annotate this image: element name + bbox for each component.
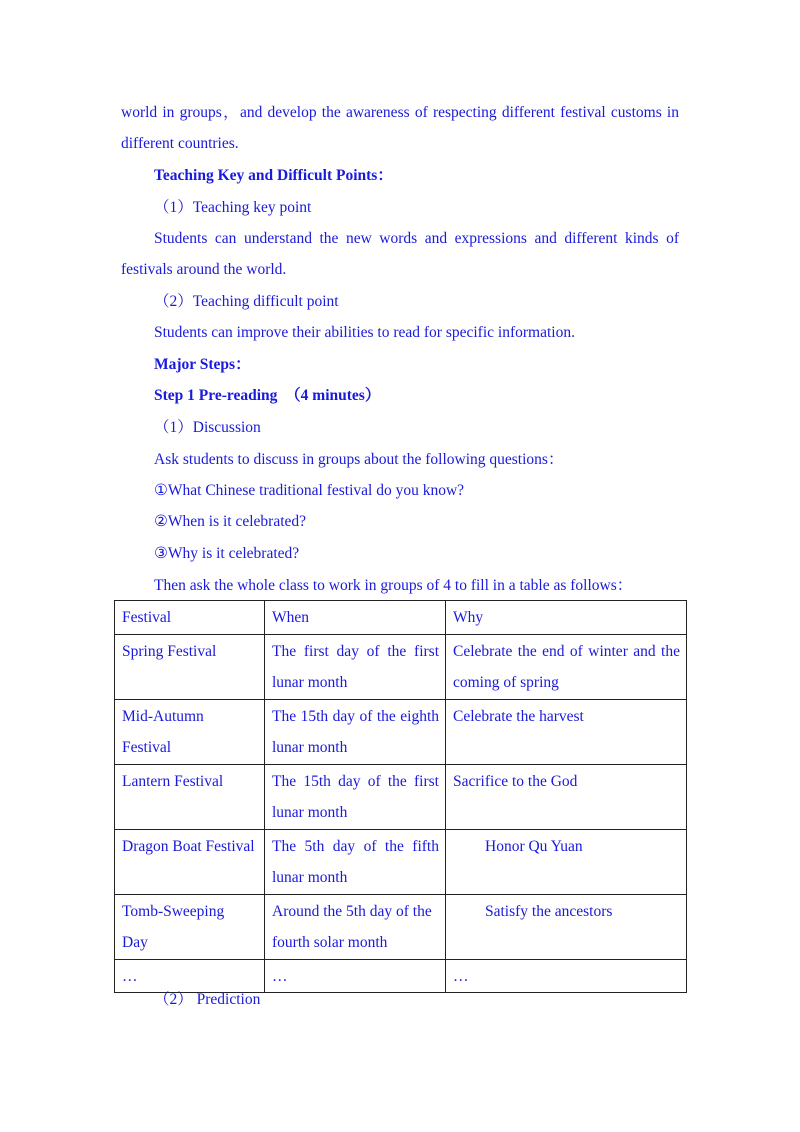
major-steps-heading: Major Steps： <box>154 356 251 373</box>
cell-festival: … <box>115 959 265 993</box>
cell-why: Celebrate the harvest <box>446 699 687 764</box>
cell-when: The 15th day of the eighth lunar month <box>265 699 446 764</box>
table-header-row <box>115 601 687 635</box>
cell-why: Honor Qu Yuan <box>446 829 687 894</box>
key-point-text-line-2: festivals around the world. <box>121 261 287 278</box>
discussion-instruction: Ask students to discuss in groups about the following questions： <box>154 451 564 468</box>
key-point-text-line-1: Students can understand the new words and expressions and different kinds of <box>154 230 679 247</box>
step1-heading: Step 1 Pre-reading （4 minutes） <box>154 387 381 404</box>
key-difficult-heading: Teaching Key and Difficult Points： <box>154 167 393 184</box>
table-row <box>115 829 687 894</box>
discussion-label: （1）Discussion <box>154 419 261 436</box>
cell-festival: Lantern Festival <box>115 764 265 829</box>
cell-why: Celebrate the end of winter and the coming of spring <box>446 634 687 699</box>
difficult-point-text: Students can improve their abilities to read for specific information. <box>154 324 575 341</box>
cell-when: The 15th day of the first lunar month <box>265 764 446 829</box>
cell-why: Satisfy the ancestors <box>446 894 687 959</box>
table-row <box>115 699 687 764</box>
cell-festival: Dragon Boat Festival <box>115 829 265 894</box>
header-why: Why <box>446 601 687 635</box>
prediction-label: （2） Prediction <box>154 991 261 1008</box>
question-2: ②When is it celebrated? <box>154 513 307 530</box>
cell-when: Around the 5th day of the fourth solar month <box>265 894 446 959</box>
table-row <box>115 764 687 829</box>
cell-festival: Spring Festival <box>115 634 265 699</box>
header-festival: Festival <box>115 601 265 635</box>
cell-when: The first day of the first lunar month <box>265 634 446 699</box>
intro-line-2: different countries. <box>121 135 239 152</box>
cell-when: The 5th day of the fifth lunar month <box>265 829 446 894</box>
header-when: When <box>265 601 446 635</box>
question-1: ①What Chinese traditional festival do you know? <box>154 482 465 499</box>
question-3: ③Why is it celebrated? <box>154 545 300 562</box>
festival-table <box>114 600 687 993</box>
table-instruction: Then ask the whole class to work in groups of 4 to fill in a table as follows： <box>154 577 633 594</box>
table-row <box>115 634 687 699</box>
intro-line-1: world in groups，and develop the awareness of respecting different festival customs in <box>121 104 679 121</box>
cell-festival: Tomb-Sweeping Day <box>115 894 265 959</box>
key-point-label: （1）Teaching key point <box>154 199 312 216</box>
cell-festival: Mid-Autumn Festival <box>115 699 265 764</box>
cell-why: … <box>446 959 687 993</box>
table-row <box>115 894 687 959</box>
difficult-point-label: （2）Teaching difficult point <box>154 293 339 310</box>
table-row <box>115 959 687 993</box>
cell-why: Sacrifice to the God <box>446 764 687 829</box>
cell-when: … <box>265 959 446 993</box>
